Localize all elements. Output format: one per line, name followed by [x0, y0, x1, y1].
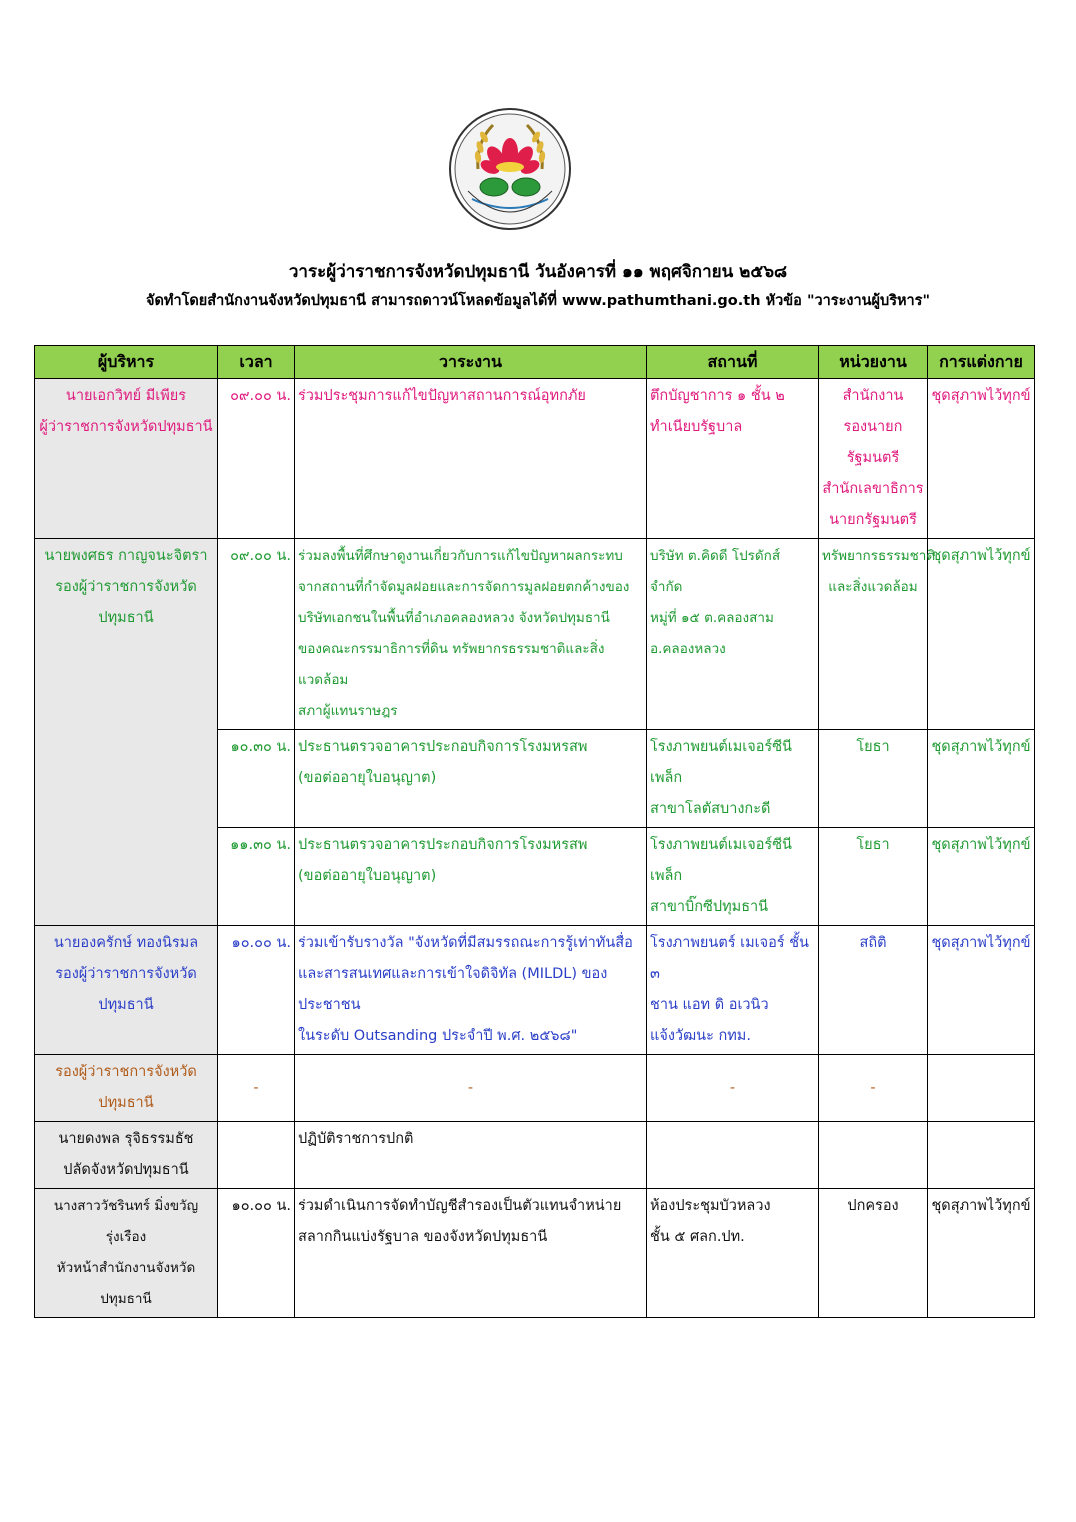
- place-cell: ตึกบัญชาการ ๑ ชั้น ๒ ทำเนียบรัฐบาล: [647, 379, 819, 539]
- dress-cell: ชุดสุภาพไว้ทุกข์: [928, 926, 1035, 1055]
- time-cell: [218, 1122, 295, 1189]
- column-header-time: เวลา: [218, 346, 295, 379]
- table-row: [35, 1122, 1035, 1189]
- agenda-cell: ร่วมดำเนินการจัดทำบัญชีสำรองเป็นตัวแทนจำหน่าย สลากกินแบ่งรัฐบาล ของจังหวัดปทุมธานี: [295, 1189, 647, 1318]
- table-row: [35, 379, 1035, 539]
- table-row: [35, 1189, 1035, 1318]
- executive-cell: นายเอกวิทย์ มีเพียร ผู้ว่าราชการจังหวัดปทุมธานี: [35, 379, 218, 539]
- column-header-dress: การแต่งกาย: [928, 346, 1035, 379]
- time-cell: ๑๐.๓๐ น.: [218, 730, 295, 828]
- agency-cell: -: [819, 1055, 928, 1122]
- place-cell: [647, 1122, 819, 1189]
- executive-cell: นายองครักษ์ ทองนิรมล รองผู้ว่าราชการจังหวัดปทุมธานี: [35, 926, 218, 1055]
- agenda-cell: ร่วมเข้ารับรางวัล "จังหวัดที่มีสมรรถณะการรู้เท่าทันสื่อ และสารสนเทศและการเข้าใจดิจิทัล (MILDL) ของประชาชน ในระดับ Outsanding ประจำปี พ.ศ. ๒๕๖๘": [295, 926, 647, 1055]
- table-header-row: [35, 346, 1035, 379]
- place-cell: -: [647, 1055, 819, 1122]
- agenda-cell: -: [295, 1055, 647, 1122]
- agency-cell: สถิติ: [819, 926, 928, 1055]
- time-cell: -: [218, 1055, 295, 1122]
- agenda-cell: ปฏิบัติราชการปกติ: [295, 1122, 647, 1189]
- table-row: [35, 1055, 1035, 1122]
- agenda-cell: ร่วมประชุมการแก้ไขปัญหาสถานการณ์อุทกภัย: [295, 379, 647, 539]
- column-header-agency: หน่วยงาน: [819, 346, 928, 379]
- agency-cell: โยธา: [819, 730, 928, 828]
- place-cell: โรงภาพยนต์เมเจอร์ซีนีเพล็ก สาขาโลตัสบางกะดี: [647, 730, 819, 828]
- place-cell: โรงภาพยนตร์ เมเจอร์ ชั้น ๓ ชาน แอท ดิ อเวนิว แจ้งวัฒนะ กทม.: [647, 926, 819, 1055]
- executive-cell: รองผู้ว่าราชการจังหวัดปทุมธานี: [35, 1055, 218, 1122]
- agency-cell: สำนักงาน รองนายกรัฐมนตรี สำนักเลขาธิการ นายกรัฐมนตรี: [819, 379, 928, 539]
- time-cell: ๐๙.๐๐ น.: [218, 539, 295, 730]
- table-row: [35, 539, 1035, 730]
- column-header-place: สถานที่: [647, 346, 819, 379]
- time-cell: ๑๐.๐๐ น.: [218, 926, 295, 1055]
- dress-cell: ชุดสุภาพไว้ทุกข์: [928, 379, 1035, 539]
- executive-cell: นางสาววัชรินทร์ มิ่งขวัญรุ่งเรือง หัวหน้าสำนักงานจังหวัดปทุมธานี: [35, 1189, 218, 1318]
- column-header-agenda: วาระงาน: [295, 346, 647, 379]
- agency-cell: โยธา: [819, 828, 928, 926]
- time-cell: ๑๐.๐๐ น.: [218, 1189, 295, 1318]
- dress-cell: ชุดสุภาพไว้ทุกข์: [928, 828, 1035, 926]
- page-subtitle: จัดทำโดยสำนักงานจังหวัดปทุมธานี สามารถดาวน์โหลดข้อมูลได้ที่ www.pathumthani.go.th หัวข้อ "วาระงานผู้บริหาร": [145, 293, 931, 309]
- agency-cell: ปกครอง: [819, 1189, 928, 1318]
- place-cell: ห้องประชุมบัวหลวง ชั้น ๕ ศลก.ปท.: [647, 1189, 819, 1318]
- agenda-cell: ประธานตรวจอาคารประกอบกิจการโรงมหรสพ (ขอต่ออายุใบอนุญาต): [295, 828, 647, 926]
- agenda-cell: ร่วมลงพื้นที่ศึกษาดูงานเกี่ยวกับการแก้ไขปัญหาผลกระทบ จากสถานที่กำจัดมูลฝอยและการจัดการมูลฝอยตกค้างของ บริษัทเอกชนในพื้นที่อำเภอคลองหลวง จังหวัดปทุมธานี ของคณะกรรมาธิการที่ดิน ทรัพยากรธรรมชาติและสิ่งแวดล้อม สภาผู้แทนราษฎร: [295, 539, 647, 730]
- executive-cell: นายดงพล รุจิธรรมธัช ปลัดจังหวัดปทุมธานี: [35, 1122, 218, 1189]
- place-cell: บริษัท ต.คิดดี โปรดักส์ จำกัด หมู่ที่ ๑๕ ต.คลองสาม อ.คลองหลวง: [647, 539, 819, 730]
- dress-cell: ชุดสุภาพไว้ทุกข์: [928, 730, 1035, 828]
- dress-cell: [928, 1055, 1035, 1122]
- place-cell: โรงภาพยนต์เมเจอร์ซีนีเพล็ก สาขาบิ๊กซีปทุมธานี: [647, 828, 819, 926]
- page-title: วาระผู้ว่าราชการจังหวัดปทุมธานี วันอังคารที่ ๑๑ พฤศจิกายน ๒๕๖๘: [288, 262, 788, 282]
- dress-cell: ชุดสุภาพไว้ทุกข์: [928, 539, 1035, 730]
- schedule-table: [34, 345, 1035, 1318]
- agency-cell: ทรัพยากรธรรมชาติ และสิ่งแวดล้อม: [819, 539, 928, 730]
- agency-cell: [819, 1122, 928, 1189]
- table-row: [35, 926, 1035, 1055]
- time-cell: ๑๑.๓๐ น.: [218, 828, 295, 926]
- provincial-seal: [448, 107, 572, 231]
- dress-cell: [928, 1122, 1035, 1189]
- executive-cell: นายพงศธร กาญจนะจิตรา รองผู้ว่าราชการจังหวัดปทุมธานี: [35, 539, 218, 926]
- time-cell: ๐๙.๐๐ น.: [218, 379, 295, 539]
- agenda-cell: ประธานตรวจอาคารประกอบกิจการโรงมหรสพ (ขอต่ออายุใบอนุญาต): [295, 730, 647, 828]
- dress-cell: ชุดสุภาพไว้ทุกข์: [928, 1189, 1035, 1318]
- column-header-executive: ผู้บริหาร: [35, 346, 218, 379]
